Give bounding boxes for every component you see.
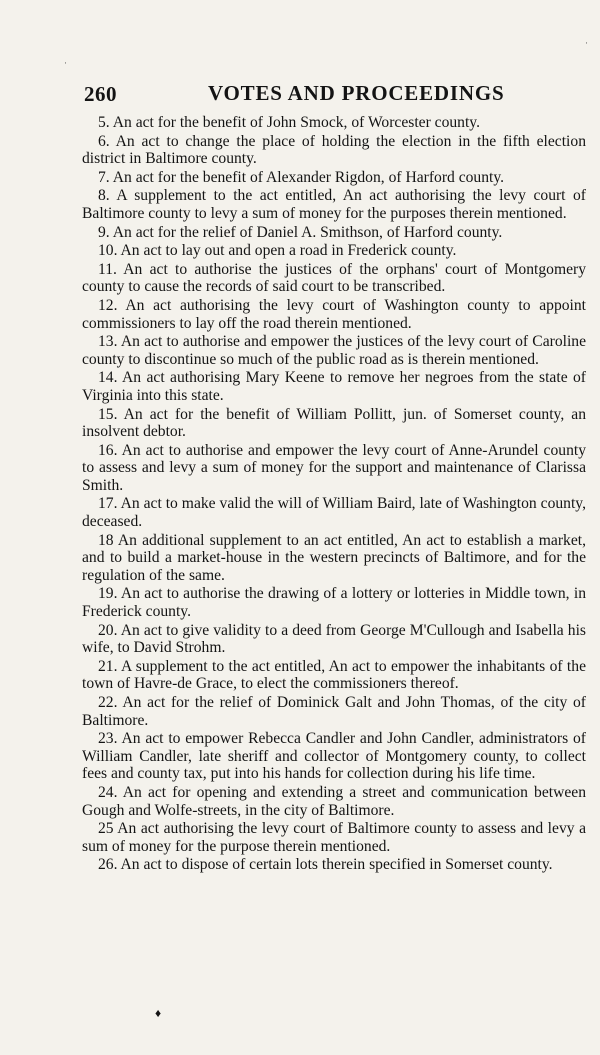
act-entry: 18 An additional supplement to an act entitled, An act to establish a market, and to build a market-house in the western precincts of Baltimore, and for the regulation of the same.: [82, 531, 586, 584]
act-entry: 16. An act to authorise and empower the levy court of Anne-Arundel county to assess and levy a sum of money for the support and maintenance of Clarissa Smith.: [82, 441, 586, 494]
page-number: 260: [84, 82, 117, 106]
act-entry: 22. An act for the relief of Dominick Galt and John Thomas, of the city of Baltimore.: [82, 694, 586, 729]
act-entry: 20. An act to give validity to a deed from George M'Cullough and Isabella his wife, to David Strohm.: [82, 621, 586, 657]
acts-list: [82, 114, 586, 874]
act-entry: 12. An act authorising the levy court of Washington county to appoint commissioners to lay off the road therein mentioned.: [82, 296, 586, 332]
running-title: VOTES AND PROCEEDINGS: [208, 81, 505, 105]
act-entry: 5. An act for the benefit of John Smock, of Worcester county.: [98, 114, 480, 131]
print-speck: ·: [585, 38, 588, 48]
act-entry: 9. An act for the relief of Daniel A. Smithson, of Harford county.: [98, 223, 503, 241]
ornament-mark: ♦: [155, 1006, 162, 1020]
act-entry: 13. An act to authorise and empower the justices of the levy court of Caroline county to discontinue so much of the public road as is therein mentioned.: [82, 333, 586, 368]
act-entry: 10. An act to lay out and open a road in Frederick county.: [98, 242, 457, 260]
act-entry: 11. An act to authorise the justices of the orphans' court of Montgomery county to cause the records of said court to be transcribed.: [82, 260, 586, 296]
act-entry: 15. An act for the benefit of William Pollitt, jun. of Somerset county, an insolvent debtor.: [82, 405, 586, 441]
act-entry: 6. An act to change the place of holding the election in the fifth election district in Baltimore county.: [82, 132, 586, 168]
act-entry: 25 An act authorising the levy court of Baltimore county to assess and levy a sum of money for the purpose therein mentioned.: [82, 820, 586, 855]
act-entry: 17. An act to make valid the will of William Baird, late of Washington county, deceased.: [82, 495, 586, 531]
act-entry: 7. An act for the benefit of Alexander Rigdon, of Harford county.: [98, 168, 505, 186]
act-entry: 8. A supplement to the act entitled, An act authorising the levy court of Baltimore county to levy a sum of money for the purposes therein mentioned.: [82, 187, 586, 222]
act-entry: 21. A supplement to the act entitled, An act to empower the inhabitants of the town of Havre-de Grace, to elect the commissioners thereof.: [82, 657, 586, 693]
act-entry: 24. An act for opening and extending a street and communication between Gough and Wolfe-streets, in the city of Baltimore.: [82, 783, 586, 819]
act-entry: 26. An act to dispose of certain lots therein specified in Somerset county.: [98, 856, 553, 874]
act-entry: 14. An act authorising Mary Keene to remove her negroes from the state of Virginia into this state.: [82, 369, 586, 404]
act-entry: 19. An act to authorise the drawing of a lottery or lotteries in Middle town, in Frederick county.: [82, 585, 586, 621]
act-entry: 23. An act to empower Rebecca Candler and John Candler, administrators of William Candler, late sheriff and collector of Montgomery county, to collect fees and county tax, put into his hands for collection during his life time.: [82, 730, 586, 783]
page-header: [82, 78, 586, 108]
print-speck: ·: [64, 58, 67, 68]
